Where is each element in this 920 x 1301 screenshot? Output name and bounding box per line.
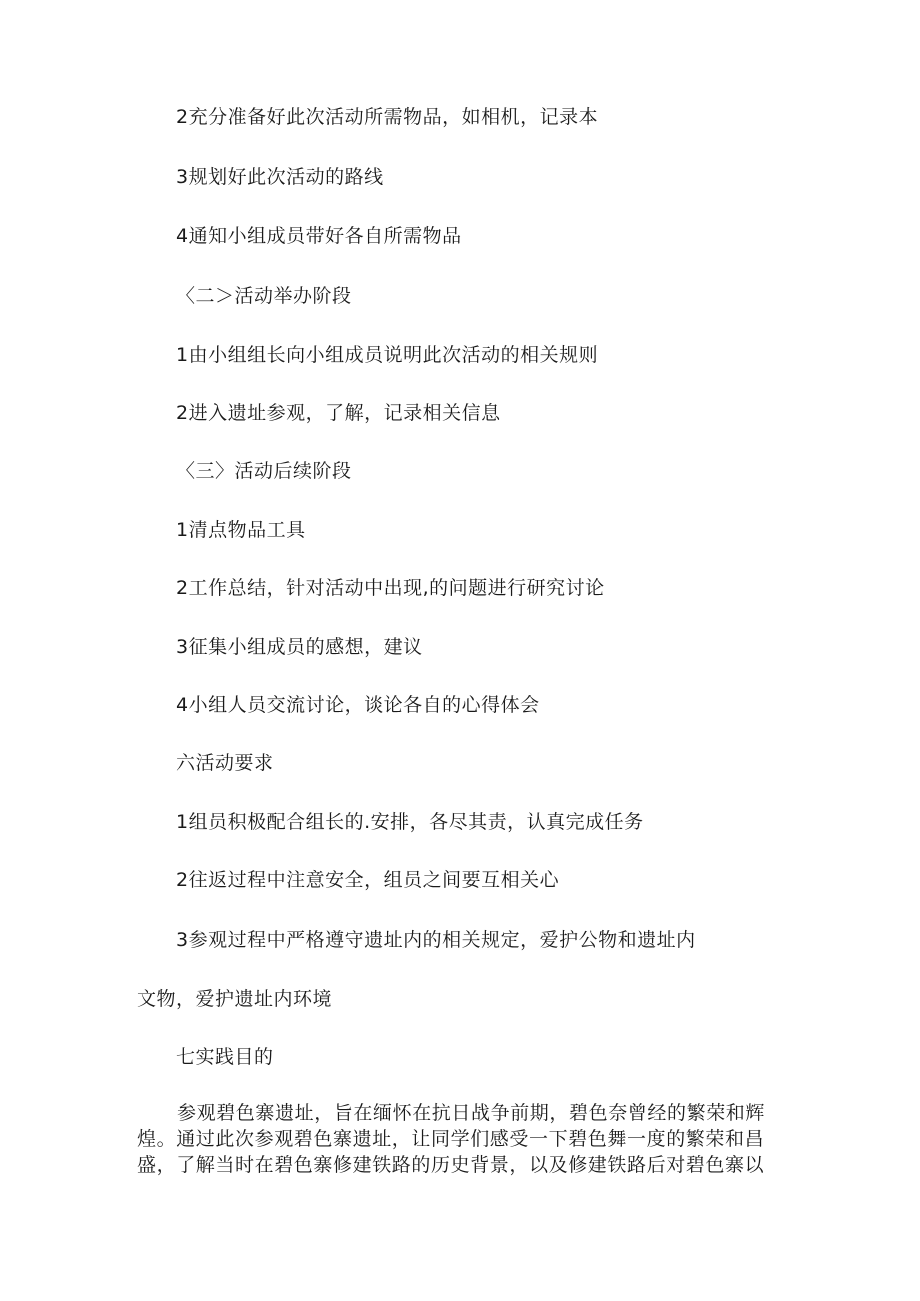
text-line-collect-feedback: 3征集小组成员的感想，建议 [176,636,423,658]
text-line-explain-rules: 1由小组组长向小组成员说明此次活动的相关规则 [176,344,599,366]
section-heading-activity-stage: 〈二＞活动举办阶段 [176,285,352,307]
text-line-obey-rules: 3参观过程中严格遵守遗址内的相关规定，爱护公物和遗址内 [176,929,696,951]
paragraph-line: 煌。通过此次参观碧色寨遗址，让同学们感受一下碧色舞一度的繁荣和昌 [137,1128,765,1150]
text-line-check-tools: 1清点物品工具 [176,519,306,541]
section-heading-followup-stage: 〈三〉活动后续阶段 [176,460,352,482]
purpose-paragraph [137,1100,787,1178]
text-line-cooperate: 1组员积极配合组长的.安排，各尽其责，认真完成任务 [176,811,644,833]
text-line-work-summary: 2工作总结，针对活动中出现,的问题进行研究讨论 [176,577,605,599]
text-line-obey-rules-cont: 文物，爱护遗址内环境 [137,988,333,1010]
section-heading-requirements: 六活动要求 [176,752,274,774]
text-line-notify-members: 4通知小组成员带好各自所需物品 [176,225,462,247]
paragraph-line: 盛，了解当时在碧色寨修建铁路的历史背景，以及修建铁路后对碧色寨以 [137,1154,765,1176]
text-line-visit-site: 2进入遗址参观，了解，记录相关信息 [176,402,501,424]
text-line-prep-items: 2充分准备好此次活动所需物品，如相机，记录本 [176,106,599,128]
section-heading-purpose: 七实践目的 [176,1046,274,1068]
paragraph-line: 参观碧色寨遗址，旨在缅怀在抗日战争前期，碧色奈曾经的繁荣和辉 [177,1102,766,1124]
text-line-exchange-discussion: 4小组人员交流讨论，谈论各自的心得体会 [176,694,540,716]
text-line-safety: 2往返过程中注意安全，组员之间要互相关心 [176,869,560,891]
text-line-plan-route: 3规划好此次活动的路线 [176,166,384,188]
